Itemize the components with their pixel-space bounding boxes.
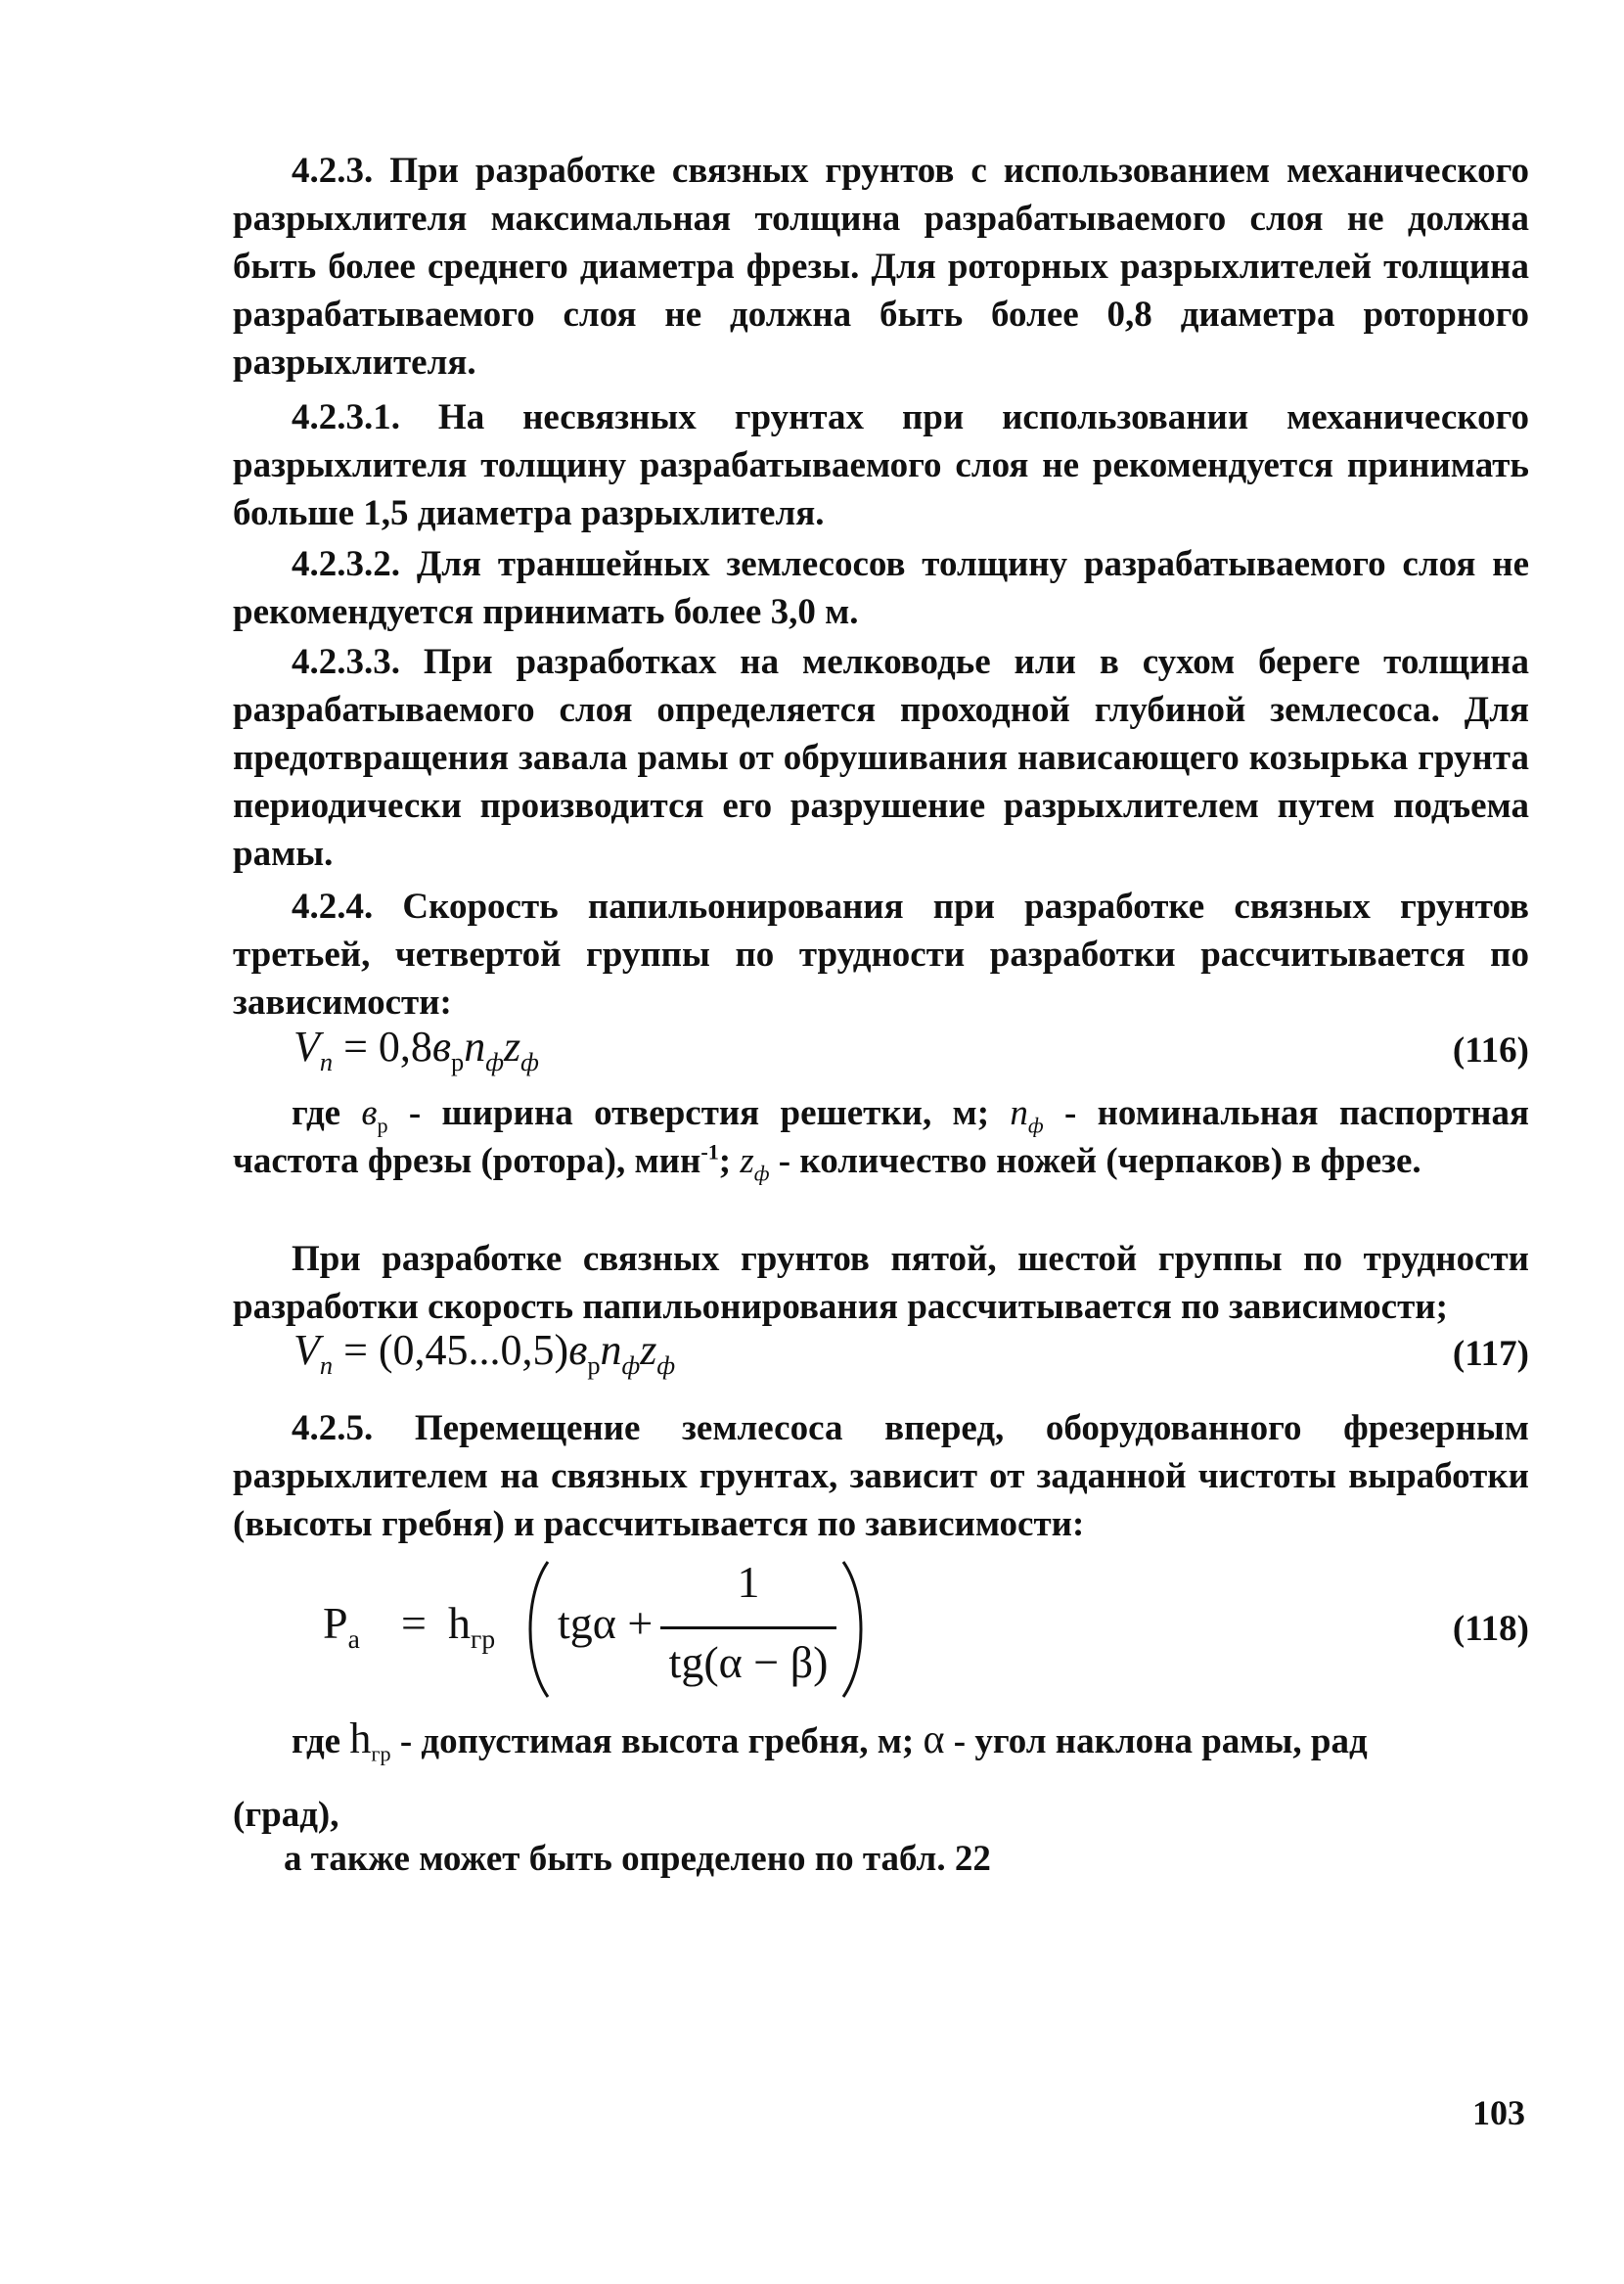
formula-116-v3: z xyxy=(503,1023,521,1071)
where-118-desc2: - угол наклона рамы, рад xyxy=(953,1721,1368,1761)
where-clause-118 xyxy=(233,1714,1529,1765)
where-116-desc2-end: ; xyxy=(718,1141,732,1181)
where-116-sym2: n xyxy=(1010,1093,1028,1133)
where-116-lead: где xyxy=(292,1093,341,1133)
formula-117-v3-sub: ф xyxy=(656,1349,676,1380)
where-118-lead: где xyxy=(292,1721,341,1761)
paragraph-after-116: При разработке связных грунтов пятой, шестой группы по трудности разработки скорость папильонирования рассчитывается по зависимости; xyxy=(233,1239,1529,1327)
formula-117-v1-sub: р xyxy=(587,1349,601,1380)
paragraph-4-2-5: 4.2.5. Перемещение землесоса вперед, оборудованного фрезерным разрыхлителем на связных грунтах, зависит от заданной чистоты выработки (высоты гребня) и рассчитывается по зависимости: xyxy=(233,1408,1529,1544)
where-118-sym1-sub: гр xyxy=(371,1741,391,1766)
where-116-sym1: в xyxy=(361,1093,378,1133)
formula-118-tg: tgα + xyxy=(558,1598,654,1648)
where-116-sym3-sub: ф xyxy=(753,1161,770,1186)
formula-118 xyxy=(323,1556,1529,1703)
where-116-sym3: z xyxy=(740,1141,754,1181)
formula-118-denominator: tg(α − β) xyxy=(668,1637,829,1687)
equation-number-116: (116) xyxy=(1452,1030,1529,1071)
formula-116-rhs: = 0,8 xyxy=(343,1023,432,1071)
formula-116-lhs-sub: п xyxy=(319,1046,334,1076)
paragraph-4-2-3-2: 4.2.3.2. Для траншейных землесосов толщину разрабатываемого слоя не рекомендуется принимать более 3,0 м. xyxy=(233,544,1529,632)
equation-number-117: (117) xyxy=(1452,1334,1529,1374)
formula-117-lhs-sub: п xyxy=(319,1349,334,1380)
where-clause-116 xyxy=(233,1089,1529,1185)
formula-117-v1: в xyxy=(568,1326,588,1374)
formula-118-h-group xyxy=(448,1598,496,1655)
paragraph-table-reference: а также может быть определено по табл. 22 xyxy=(284,1839,991,1879)
where-118-sym1: h xyxy=(349,1714,372,1762)
where-116-desc3: - количество ножей (черпаков) в фрезе. xyxy=(778,1141,1421,1181)
formula-116-v3-sub: ф xyxy=(520,1046,539,1076)
paragraph-4-2-3: 4.2.3. При разработке связных грунтов с использованием механического разрыхлителя максимальная толщина разрабатываемого слоя не должна быть более среднего диаметра фрезы. Для роторных разрыхлителей толщина разрабатываемого слоя не должна быть более 0,8 диаметра роторного разрыхлителя. xyxy=(233,151,1529,383)
paragraph-4-2-3-3: 4.2.3.3. При разработках на мелководье или в сухом береге толщина разрабатываемого слоя определяется проходной глубиной землесоса. Для предотвращения завала рамы от обрушивания нависающего козырька грунта периодически производится его разрушение разрыхлителем путем подъема рамы. xyxy=(233,642,1529,874)
page-number: 103 xyxy=(1472,2093,1525,2132)
where-116-desc2-sup: -1 xyxy=(700,1139,719,1165)
where-116-sym1-sub: р xyxy=(377,1113,388,1138)
formula-118-lhs: P xyxy=(323,1598,348,1648)
formula-118-fraction-bar xyxy=(660,1626,836,1629)
where-116-desc1: - ширина отверстия решетки, м; xyxy=(408,1093,990,1133)
formula-118-equals: = xyxy=(401,1598,427,1648)
where-116-sym2-sub: ф xyxy=(1027,1113,1044,1138)
formula-117-v2: n xyxy=(600,1326,622,1374)
formula-118-h: h xyxy=(448,1598,471,1648)
where-118-sym2: α xyxy=(923,1717,945,1762)
formula-116-v1: в xyxy=(431,1023,452,1071)
formula-118-h-sub: гр xyxy=(471,1623,496,1655)
where-118-continuation: (град), xyxy=(233,1795,339,1835)
paragraph-4-2-3-1: 4.2.3.1. На несвязных грунтах при использовании механического разрыхлителя толщину разрабатываемого слоя не рекомендуется принимать больше 1,5 диаметра разрыхлителя. xyxy=(233,397,1529,533)
formula-116-v2: n xyxy=(464,1023,486,1071)
formula-116-v2-sub: ф xyxy=(485,1046,504,1076)
formula-117-v2-sub: ф xyxy=(621,1349,641,1380)
equation-number-118: (118) xyxy=(1452,1609,1529,1649)
right-paren-icon xyxy=(839,1556,873,1703)
left-paren-icon xyxy=(519,1556,552,1703)
formula-117 xyxy=(293,1326,1529,1385)
where-116-desc2: - номинальная паспортная частота фрезы (ротора), мин xyxy=(233,1093,1530,1181)
formula-117-rhs: = (0,45...0,5) xyxy=(343,1326,569,1374)
paragraph-4-2-4: 4.2.4. Скорость папильонирования при разработке связных грунтов третьей, четвертой группы по трудности разработки рассчитывается по зависимости: xyxy=(233,887,1529,1023)
formula-118-numerator: 1 xyxy=(737,1557,760,1607)
formula-118-lhs-sub: a xyxy=(347,1623,360,1655)
formula-117-v3: z xyxy=(640,1326,657,1374)
formula-118-lhs-group xyxy=(323,1598,360,1655)
formula-116-lhs: V xyxy=(293,1023,320,1071)
formula-116 xyxy=(293,1023,1529,1081)
formula-116-v1-sub: р xyxy=(451,1046,465,1076)
where-118-desc1: - допустимая высота гребня, м; xyxy=(399,1721,915,1761)
formula-117-lhs: V xyxy=(293,1326,320,1374)
